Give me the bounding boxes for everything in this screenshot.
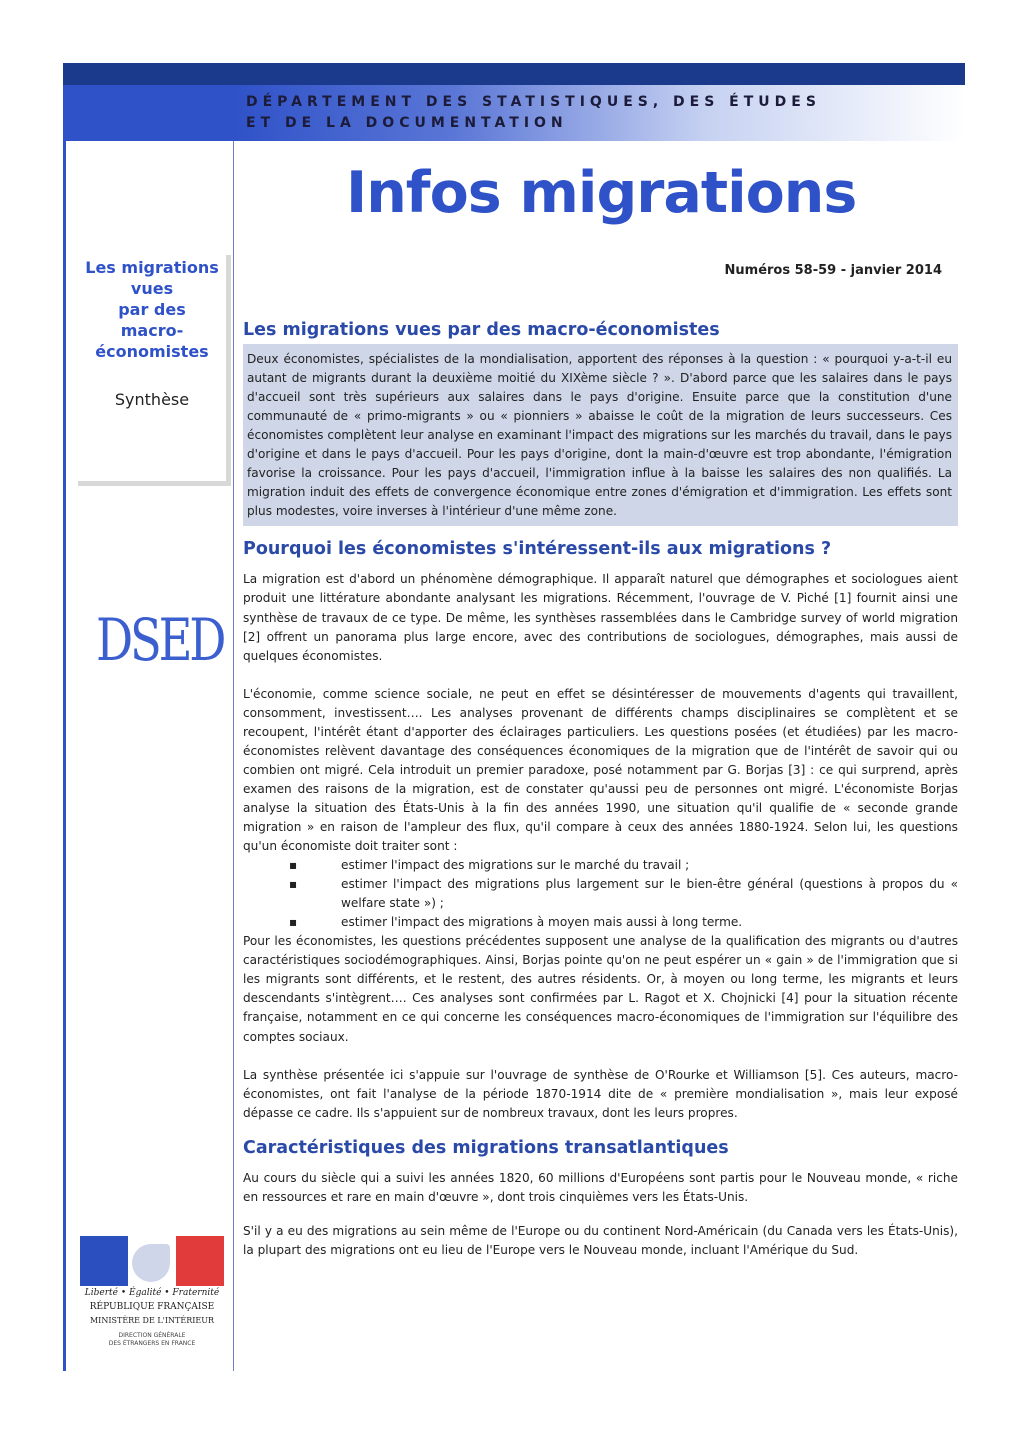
section-heading: Caractéristiques des migrations transatlantiques [243,1137,729,1158]
header-top-bar [63,63,965,85]
bullet-list [243,856,958,932]
dsed-logo: DSED [96,606,224,674]
section-heading: Pourquoi les économistes s'intéressent-ils aux migrations ? [243,539,832,560]
sidebar-topic [78,255,226,362]
paragraph: L'économie, comme science sociale, ne peut en effet se désintéresser de mouvements d'agents qui travaillent, consomment, investissent…. Les analyses provenant de différents champs disciplinaires se complètent et se recoupent, l'intérêt étant d'apporter des éclairages particuliers. Les questions posées (et étudiées) par les macro-économistes relèvent davantage des conséquences économiques de la migration que de l'intérêt de savoir qui ou combien ont migré. Cela introduit un premier paradoxe, posé notamment par G. Borjas [3] : ce qui surprend, après examen des raisons de la migration, est de constater qu'aussi peu de personnes ont migré. L'économiste Borjas analyse la situation des États-Unis à la fin des années 1990, une situation qu'il qualifie de « seconde grande migration » en raison de l'ampleur des flux, qu'il compare à ceux des années 1880-1924. Selon lui, les questions qu'un économiste doit traiter sont : [243,686,958,854]
logo-direction-line-1: DIRECTION GÉNÉRALE [118,1332,186,1339]
sidebar-topic-box [78,255,231,486]
article-body [243,316,958,1260]
list-item-text: estimer l'impact des migrations à moyen mais aussi à long terme. [341,915,743,930]
logo-motto: Liberté • Égalité • Fraternité [84,1288,220,1298]
republique-francaise-logo [78,1236,226,1368]
department-name [246,92,946,134]
list-item [289,875,958,913]
summary-box: Deux économistes, spécialistes de la mondialisation, apportent des réponses à la question : « pourquoi y-a-t-il eu autant de migrants durant la deuxième moitié du XIXème siècle ? ». D'abord parce que les salaires dans le pays d'accueil sont très supérieurs aux salaires dans le pays d'origine. Ensuite parce que la constitution d'une communauté de « primo-migrants » ou « pionniers » abaisse le coût de la migration de leurs successeurs. Ces économistes complètent leur analyse en examinant l'impact des migrations sur les marchés du travail, dans le pays d'origine et dans le pays d'accueil. Pour les pays d'origine, dont la main-d'œuvre est trop abondante, l'émigration favorise la croissance. Pour les pays d'accueil, l'immigration influe à la baisse les salaires des non qualifiés. La migration induit des effets de convergence économique entre zones d'émigration et d'immigration. Les effets sont plus modestes, voire inverses à l'intérieur d'une même zone. [243,344,958,526]
sidebar-topic-line: économistes [95,342,209,361]
left-margin-rule [63,141,66,1371]
issue-number: Numéros 58-59 - janvier 2014 [724,263,942,278]
logo-ministry: MINISTÈRE DE L'INTÉRIEUR [89,1316,214,1325]
sidebar-topic-line: macro- [120,321,184,340]
sidebar-topic-line: vues [130,279,174,298]
list-item-text: estimer l'impact des migrations sur le marché du travail ; [341,858,690,873]
sidebar-document-kind: Synthèse [114,390,190,409]
sidebar-topic-line: par des [118,300,186,319]
list-item [289,913,958,932]
bullet-marker: ▪ [289,877,298,892]
bullet-marker: ▪ [289,915,298,930]
logo-direction-line-2: DES ÉTRANGERS EN FRANCE [108,1340,196,1347]
paragraph: S'il y a eu des migrations au sein même de l'Europe ou du continent Nord-Américain (du Canada vers les États-Unis), la plupart des migrations ont eu lieu de l'Europe vers le Nouveau monde, incluant l'Amérique du Sud. [243,1223,958,1257]
marianne-flag-icon [80,1236,224,1286]
paragraph: La synthèse présentée ici s'appuie sur l'ouvrage de synthèse de O'Rourke et Williamson [5]. Ces auteurs, macro-économistes, ont fait l'analyse de la période 1870-1914 dite de « première mondialisation », mais leur exposé dépasse ce cadre. Ils s'appuient sur de nombreux travaux, dont les leurs propres. [243,1067,958,1120]
list-item [289,856,958,875]
paragraph: Pour les économistes, les questions précédentes supposent une analyse de la qualification des migrants ou d'autres caractéristiques sociodémographiques. Ainsi, Borjas pointe qu'on ne peut espérer un « gain » de l'immigration que si les migrants sont différents, et le restent, des autres résidents. Or, à moyen ou long terme, les migrants et leurs descendants s'intègrent…. Ces analyses sont confirmées par L. Ragot et X. Chojnicki [4] pour la situation récente française, notamment en ce qui concerne les conséquences macro-économiques de l'immigration sur l'équilibre des comptes sociaux. [243,934,958,1044]
paragraph: La migration est d'abord un phénomène démographique. Il apparaît naturel que démographes et sociologues aient produit une littérature abondante analysant les migrations. Récemment, l'ouvrage de V. Piché [1] fournit ainsi une synthèse de travaux de ce type. De même, les synthèses rassemblées dans le Cambridge survey of world migration [2] offrent un panorama plus large encore, avec des contributions de sociologues, démographes, mais aussi de quelques économistes. [243,572,958,663]
logo-republic: RÉPUBLIQUE FRANÇAISE [89,1302,215,1312]
sidebar-topic-line: Les migrations [85,258,219,277]
sidebar-divider [233,141,234,1371]
department-line-2: ET DE LA DOCUMENTATION [246,115,568,131]
header-band-left [63,85,233,141]
list-item-text: estimer l'impact des migrations plus largement sur le bien-être général (questions à propos du « welfare state ») ; [341,877,958,911]
logo-direction [78,1332,226,1348]
bullet-marker: ▪ [289,858,298,873]
department-line-1: DÉPARTEMENT DES STATISTIQUES, DES ÉTUDES [246,94,821,110]
section-heading: Les migrations vues par des macro-économistes [243,320,720,340]
paragraph: Au cours du siècle qui a suivi les années 1820, 60 millions d'Européens sont partis pour le Nouveau monde, « riche en ressources et rare en main d'œuvre », dont trois cinquièmes vers les États-Unis. [243,1170,958,1204]
publication-title: Infos migrations [346,160,857,226]
